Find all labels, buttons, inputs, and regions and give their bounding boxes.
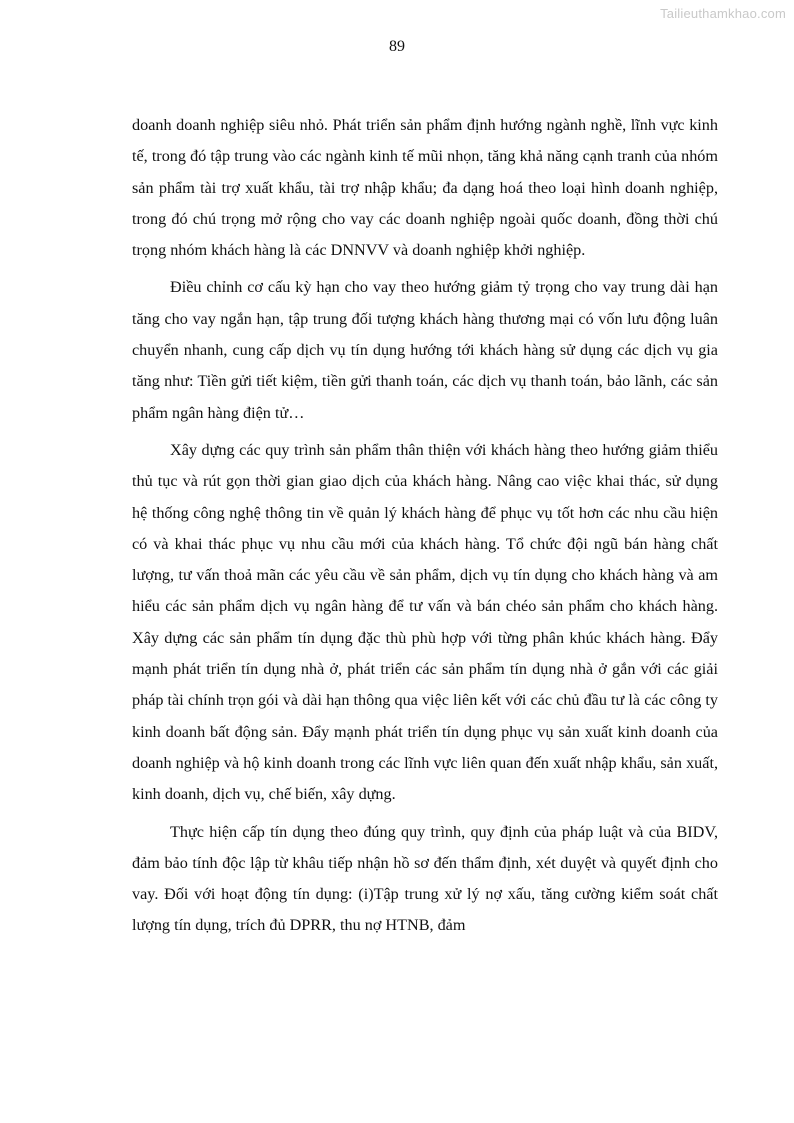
- watermark: Tailieuthamkhao.com: [660, 6, 786, 21]
- paragraph-continued: doanh doanh nghiệp siêu nhỏ. Phát triển sản phẩm định hướng ngành nghề, lĩnh vực kinh tế, trong đó tập trung vào các ngành kinh tế mũi nhọn, tăng khả năng cạnh tranh của nhóm sản phẩm tài trợ xuất khẩu, tài trợ nhập khẩu; đa dạng hoá theo loại hình doanh nghiệp, trong đó chú trọng mở rộng cho vay các doanh nghiệp ngoài quốc doanh, đồng thời chú trọng nhóm khách hàng là các DNNVV và doanh nghiệp khởi nghiệp.: [132, 116, 718, 260]
- page-number: 89: [389, 38, 405, 55]
- paragraph: Điều chỉnh cơ cấu kỳ hạn cho vay theo hướng giảm tỷ trọng cho vay trung dài hạn tăng cho vay ngắn hạn, tập trung đối tượng khách hàng thương mại có vốn lưu động luân chuyển nhanh, cung cấp dịch vụ tín dụng hướng tới khách hàng sử dụng các dịch vụ gia tăng như: Tiền gửi tiết kiệm, tiền gửi thanh toán, các dịch vụ thanh toán, bảo lãnh, các sản phẩm ngân hàng điện tử…: [132, 278, 718, 422]
- paragraph: Thực hiện cấp tín dụng theo đúng quy trình, quy định của pháp luật và của BIDV, đảm bảo tính độc lập từ khâu tiếp nhận hồ sơ đến thẩm định, xét duyệt và quyết định cho vay. Đối với hoạt động tín dụng: (i)Tập trung xử lý nợ xấu, tăng cường kiểm soát chất lượng tín dụng, trích đủ DPRR, thu nợ HTNB, đảm: [132, 822, 718, 935]
- paragraph: Xây dựng các quy trình sản phẩm thân thiện với khách hàng theo hướng giảm thiểu thủ tục và rút gọn thời gian giao dịch của khách hàng. Nâng cao việc khai thác, sử dụng hệ thống công nghệ thông tin về quản lý khách hàng để phục vụ tốt hơn các nhu cầu hiện có và khai thác phục vụ nhu cầu mới của khách hàng. Tổ chức đội ngũ bán hàng chất lượng, tư vấn thoả mãn các yêu cầu về sản phẩm, dịch vụ tín dụng cho khách hàng và am hiểu các sản phẩm dịch vụ ngân hàng để tư vấn và bán chéo sản phẩm cho khách hàng. Xây dựng các sản phẩm tín dụng đặc thù phù hợp với từng phân khúc khách hàng. Đẩy mạnh phát triển tín dụng nhà ở, phát triển các sản phẩm tín dụng nhà ở gắn với các giải pháp tài chính trọn gói và dài hạn thông qua việc liên kết với các chủ đầu tư là các công ty kinh doanh bất động sản. Đẩy mạnh phát triển tín dụng phục vụ sản xuất kinh doanh của doanh nghiệp và hộ kinh doanh trong các lĩnh vực liên quan đến xuất nhập khẩu, sản xuất, kinh doanh, dịch vụ, chế biến, xây dựng.: [132, 440, 718, 804]
- body-text: [132, 110, 718, 948]
